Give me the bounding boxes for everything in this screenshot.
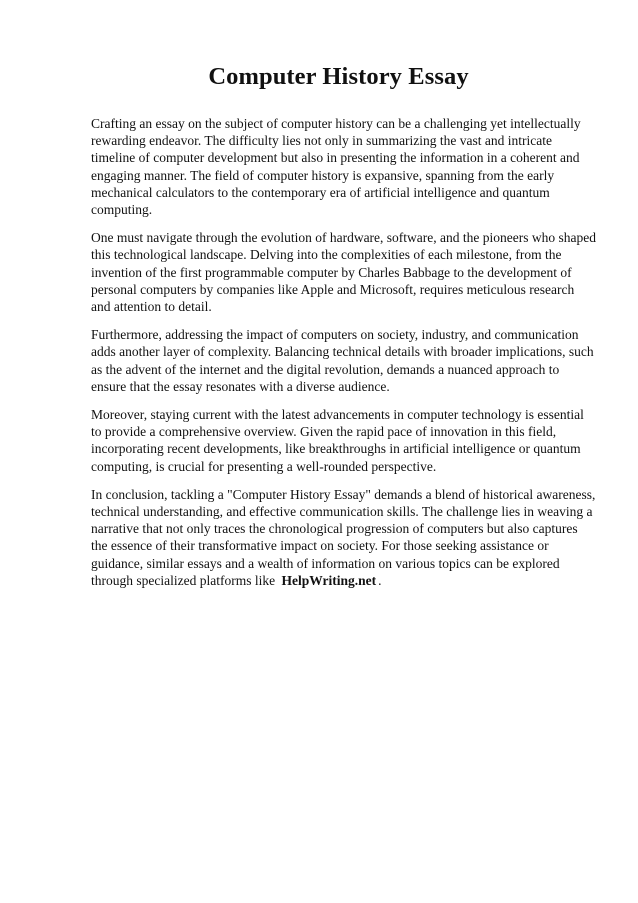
paragraph-intro: Crafting an essay on the subject of computer history can be a challenging yet intellectually rewarding endeavor. The difficulty lies not only in summarizing the vast and intricate timeline of computer development but also in presenting the information in a coherent and engaging manner. The field of computer history is expansive, spanning from the early mechanical calculators to the contemporary era of artificial intelligence and quantum computing. bbox=[91, 116, 581, 218]
conclusion-period: . bbox=[378, 572, 382, 588]
page-title: Computer History Essay bbox=[208, 63, 469, 90]
helpwriting-link[interactable]: HelpWriting.net bbox=[281, 572, 377, 588]
paragraph-impact: Furthermore, addressing the impact of computers on society, industry, and communication adds another layer of complexity. Balancing technical details with broader implications, such as the advent of the internet and the digital revolution, demands a nuanced approach to ensure that the essay resonates with a diverse audience. bbox=[91, 327, 594, 394]
paragraph-conclusion bbox=[91, 486, 596, 589]
paragraph-advancements: Moreover, staying current with the latest advancements in computer technology is essential to provide a comprehensive overview. Given the rapid pace of innovation in this field, incorporating recent developments, like breakthroughs in artificial intelligence or quantum computing, is crucial for presenting a well-rounded perspective. bbox=[91, 407, 584, 474]
paragraph-evolution: One must navigate through the evolution of hardware, software, and the pioneers who shaped this technological landscape. Delving into the complexities of each milestone, from the invention of the first programmable computer by Charles Babbage to the development of personal computers by companies like Apple and Microsoft, requires meticulous research and attention to detail. bbox=[91, 230, 596, 315]
conclusion-text: In conclusion, tackling a "Computer History Essay" demands a blend of historical awareness, technical understanding, and effective communication skills. The challenge lies in weaving a narrative that not only traces the chronological progression of computers but also captures the essence of their transformative impact on society. For those seeking assistance or guidance, similar essays and a wealth of information on various topics can be explored through specialized platforms like bbox=[91, 486, 596, 588]
